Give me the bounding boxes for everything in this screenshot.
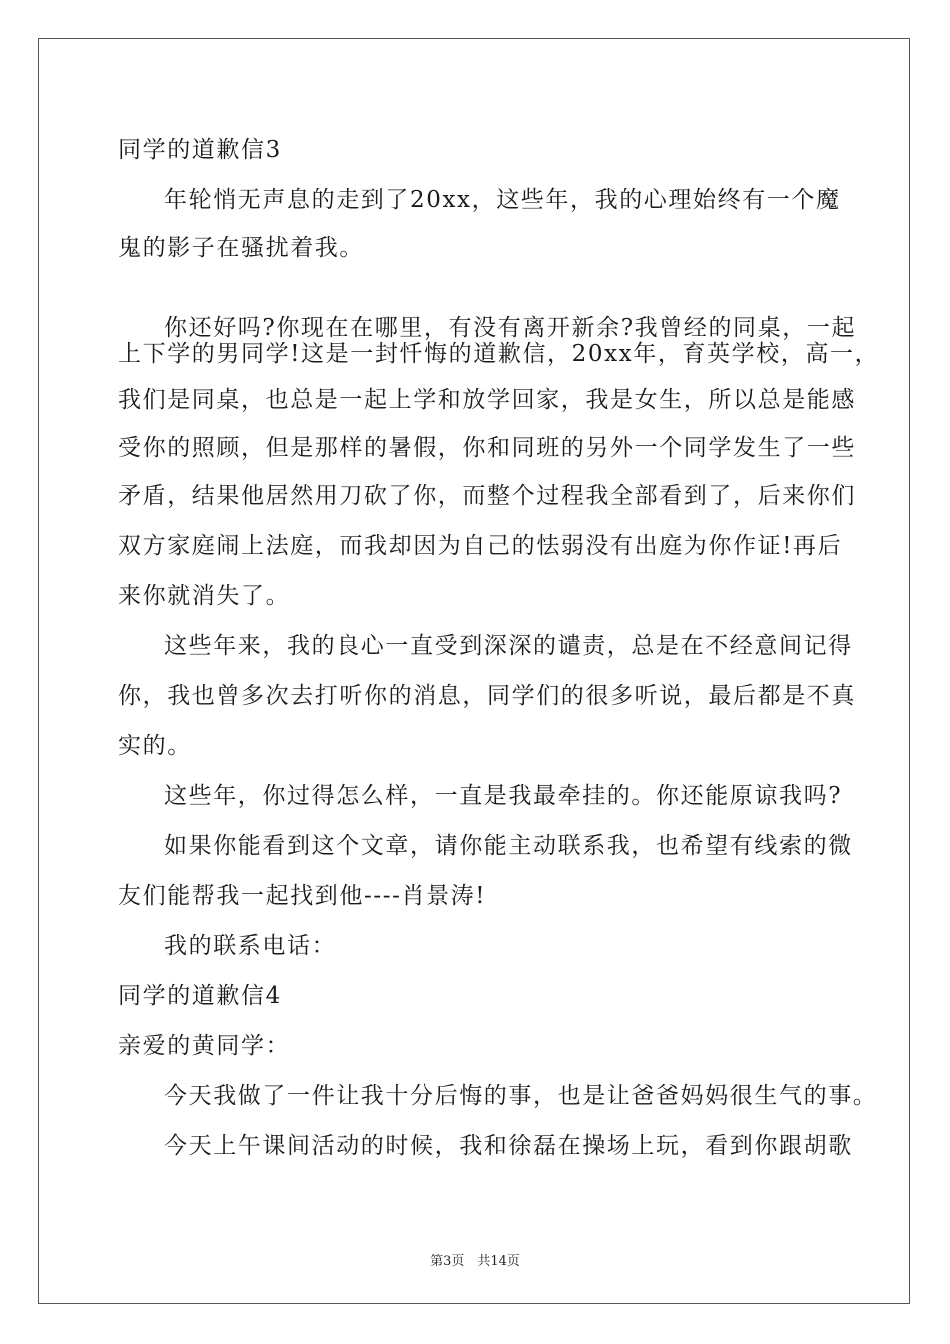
section-heading-3: 同学的道歉信3 xyxy=(118,137,282,163)
paragraph-line: 来你就消失了。 xyxy=(118,583,291,609)
paragraph-line: 你，我也曾多次去打听你的消息，同学们的很多听说，最后都是不真 xyxy=(118,683,856,709)
paragraph-line: 这些年来，我的良心一直受到深深的谴责，总是在不经意间记得 xyxy=(164,633,853,659)
paragraph-line: 上下学的男同学!这是一封忏悔的道歉信，20xx年，育英学校，高一， xyxy=(118,341,880,367)
paragraph-line: 这些年，你过得怎么样，一直是我最牵挂的。你还能原谅我吗? xyxy=(164,783,843,809)
paragraph-line: 实的。 xyxy=(118,733,192,759)
salutation: 亲爱的黄同学： xyxy=(118,1033,291,1059)
paragraph-line: 鬼的影子在骚扰着我。 xyxy=(118,235,364,261)
paragraph-line: 今天上午课间活动的时候，我和徐磊在操场上玩，看到你跟胡歌 xyxy=(164,1133,853,1159)
page-border xyxy=(38,38,910,1304)
paragraph-line: 矛盾，结果他居然用刀砍了你，而整个过程我全部看到了，后来你们 xyxy=(118,483,856,509)
paragraph-line: 我们是同桌，也总是一起上学和放学回家，我是女生，所以总是能感 xyxy=(118,387,856,413)
contact-line: 我的联系电话： xyxy=(164,933,337,959)
page-number: 第3页 共14页 xyxy=(430,1254,520,1269)
paragraph-line: 今天我做了一件让我十分后悔的事，也是让爸爸妈妈很生气的事。 xyxy=(164,1083,878,1109)
paragraph-line: 你还好吗?你现在在哪里，有没有离开新余?我曾经的同桌，一起 xyxy=(164,315,857,341)
paragraph-line: 受你的照顾，但是那样的暑假，你和同班的另外一个同学发生了一些 xyxy=(118,435,856,461)
paragraph-line: 年轮悄无声息的走到了20xx，这些年，我的心理始终有一个魔 xyxy=(164,187,841,213)
section-heading-4: 同学的道歉信4 xyxy=(118,983,282,1009)
paragraph-line: 如果你能看到这个文章，请你能主动联系我，也希望有线索的微 xyxy=(164,833,853,859)
paragraph-line: 双方家庭闹上法庭，而我却因为自己的怯弱没有出庭为你作证!再后 xyxy=(118,533,843,559)
paragraph-line: 友们能帮我一起找到他----肖景涛! xyxy=(118,883,487,909)
